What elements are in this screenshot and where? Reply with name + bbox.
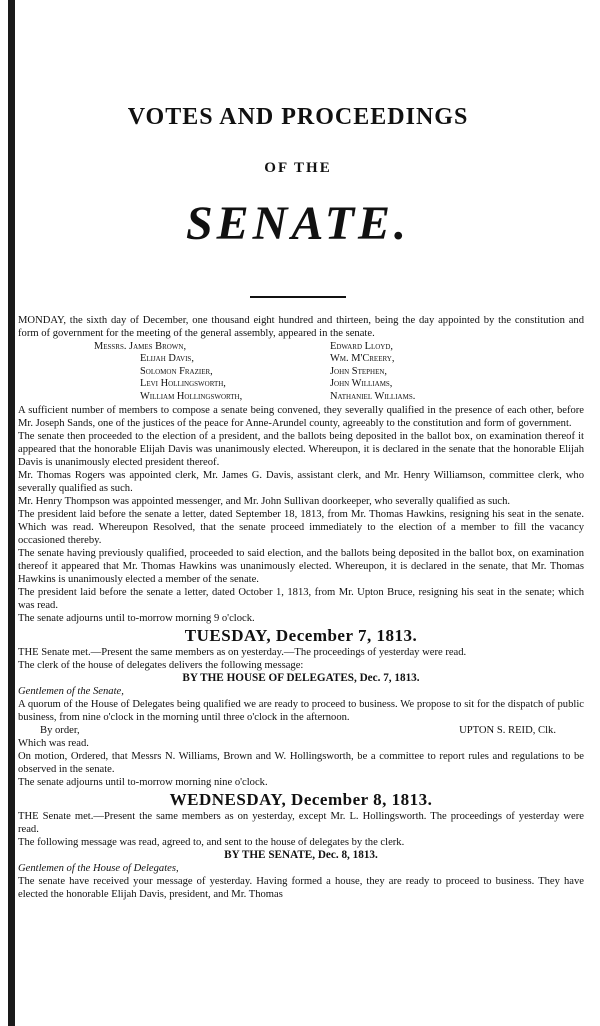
- tuesday-paragraph: On motion, Ordered, that Messrs N. Williams, Brown and W. Hollingsworth, be a committee to report rules and regulations to be observed in the senate.: [18, 751, 584, 776]
- member-name: William Hollingsworth,: [140, 390, 243, 402]
- date-heading-wednesday: WEDNESDAY, December 8, 1813.: [169, 790, 433, 810]
- page-binding-edge: [8, 0, 15, 1026]
- member-name: Edward Lloyd,: [330, 341, 393, 352]
- date-heading-tuesday: TUESDAY, December 7, 1813.: [184, 626, 418, 646]
- message-heading: BY THE HOUSE OF DELEGATES, Dec. 7, 1813.: [182, 672, 420, 685]
- member-name: Solomon Frazier,: [140, 365, 213, 377]
- by-order-text: By order,: [40, 725, 80, 737]
- document-title: VOTES AND PROCEEDINGS: [127, 104, 469, 130]
- member-name: Messrs. James Brown,: [94, 341, 187, 352]
- message-salutation: Gentlemen of the House of Delegates,: [18, 863, 179, 875]
- document-heading-senate: SENATE.: [185, 197, 411, 250]
- member-name: John Williams,: [330, 378, 393, 390]
- member-column-1: [94, 341, 330, 403]
- monday-paragraph: The senate adjourns until to-morrow morning 9 o'clock.: [18, 613, 255, 625]
- document-subtitle: OF THE: [264, 160, 332, 176]
- opening-paragraph: MONDAY, the sixth day of December, one thousand eight hundred and thirteen, being the day appointed by the constitution and form of government for the meeting of the general assembly, appeared in the senate.: [18, 315, 584, 339]
- message-text: A quorum of the House of Delegates being qualified we are ready to proceed to business. We propose to sit for the dispatch of public business, from nine o'clock in the morning until three o'clock in the afternoon.: [18, 699, 584, 724]
- tuesday-paragraph: Which was read.: [18, 738, 89, 750]
- member-name: Nathaniel Williams.: [330, 390, 416, 402]
- monday-paragraph: Mr. Henry Thompson was appointed messenger, and Mr. John Sullivan doorkeeper, who severally qualified as such.: [18, 496, 511, 508]
- monday-paragraph: The president laid before the senate a letter, dated October 1, 1813, from Mr. Upton Bruce, resigning his seat in the senate; which was read.: [18, 587, 584, 612]
- title-divider: [250, 296, 346, 298]
- wednesday-paragraph: The following message was read, agreed to, and sent to the house of delegates by the clerk.: [18, 837, 405, 849]
- document-page: [18, 0, 592, 1026]
- monday-paragraph: The president laid before the senate a letter, dated September 18, 1813, from Mr. Thomas Hawkins, resigning his seat in the senate. Which was read. Whereupon Resolved, that the senate proceed immediately to the election of a member to fill the vacancy occasioned thereby.: [18, 509, 584, 547]
- tuesday-paragraph: The clerk of the house of delegates delivers the following message:: [18, 660, 304, 672]
- monday-paragraph: A sufficient number of members to compose a senate being convened, they severally qualified in the presence of each other, before Mr. Joseph Sands, one of the justices of the peace for Anne-Arundel county, agreeably to the constitution and form of government.: [18, 405, 584, 430]
- signer-name: UPTON S. REID, Clk.: [459, 725, 556, 737]
- member-column-2: [330, 341, 590, 403]
- member-name: Wm. M'Creery,: [330, 353, 395, 365]
- message-signature: [18, 724, 584, 737]
- message-salutation: Gentlemen of the Senate,: [18, 686, 124, 698]
- monday-paragraph: The senate then proceeded to the election of a president, and the ballots being deposited in the ballot box, on examination thereof it appeared that the honorable Elijah Davis was unanimously elected. Whereupon, it is declared in the senate that the honorable Elijah Davis is unanimously elected president thereof.: [18, 431, 584, 469]
- member-list: [94, 341, 584, 403]
- wednesday-paragraph: THE Senate met.—Present the same members as on yesterday, except Mr. L. Hollingsworth. The proceedings of yesterday were read.: [18, 811, 584, 836]
- member-name: Levi Hollingsworth,: [140, 378, 226, 390]
- member-name: John Stephen,: [330, 365, 388, 377]
- message-text: The senate have received your message of yesterday. Having formed a house, they are ready to proceed to business. They have elected the honorable Elijah Davis, president, and Mr. Thomas: [18, 876, 584, 901]
- tuesday-paragraph: The senate adjourns until to-morrow morning nine o'clock.: [18, 777, 268, 789]
- member-name: Elijah Davis,: [140, 353, 194, 365]
- document-body: [18, 314, 584, 901]
- tuesday-paragraph: THE Senate met.—Present the same members as on yesterday.—The proceedings of yesterday were read.: [18, 647, 467, 659]
- monday-paragraph: Mr. Thomas Rogers was appointed clerk, Mr. James G. Davis, assistant clerk, and Mr. Henry Williamson, committee clerk, who severally qualified as such.: [18, 470, 584, 495]
- monday-paragraph: The senate having previously qualified, proceeded to said election, and the ballots being deposited in the ballot box, on examination thereof it appeared that Mr. Thomas Hawkins was unanimously elected. Whereupon, it is declared in the senate, that Mr. Thomas Hawkins is unanimously elected a member of the senate.: [18, 548, 584, 586]
- message-heading: BY THE SENATE, Dec. 8, 1813.: [224, 849, 378, 862]
